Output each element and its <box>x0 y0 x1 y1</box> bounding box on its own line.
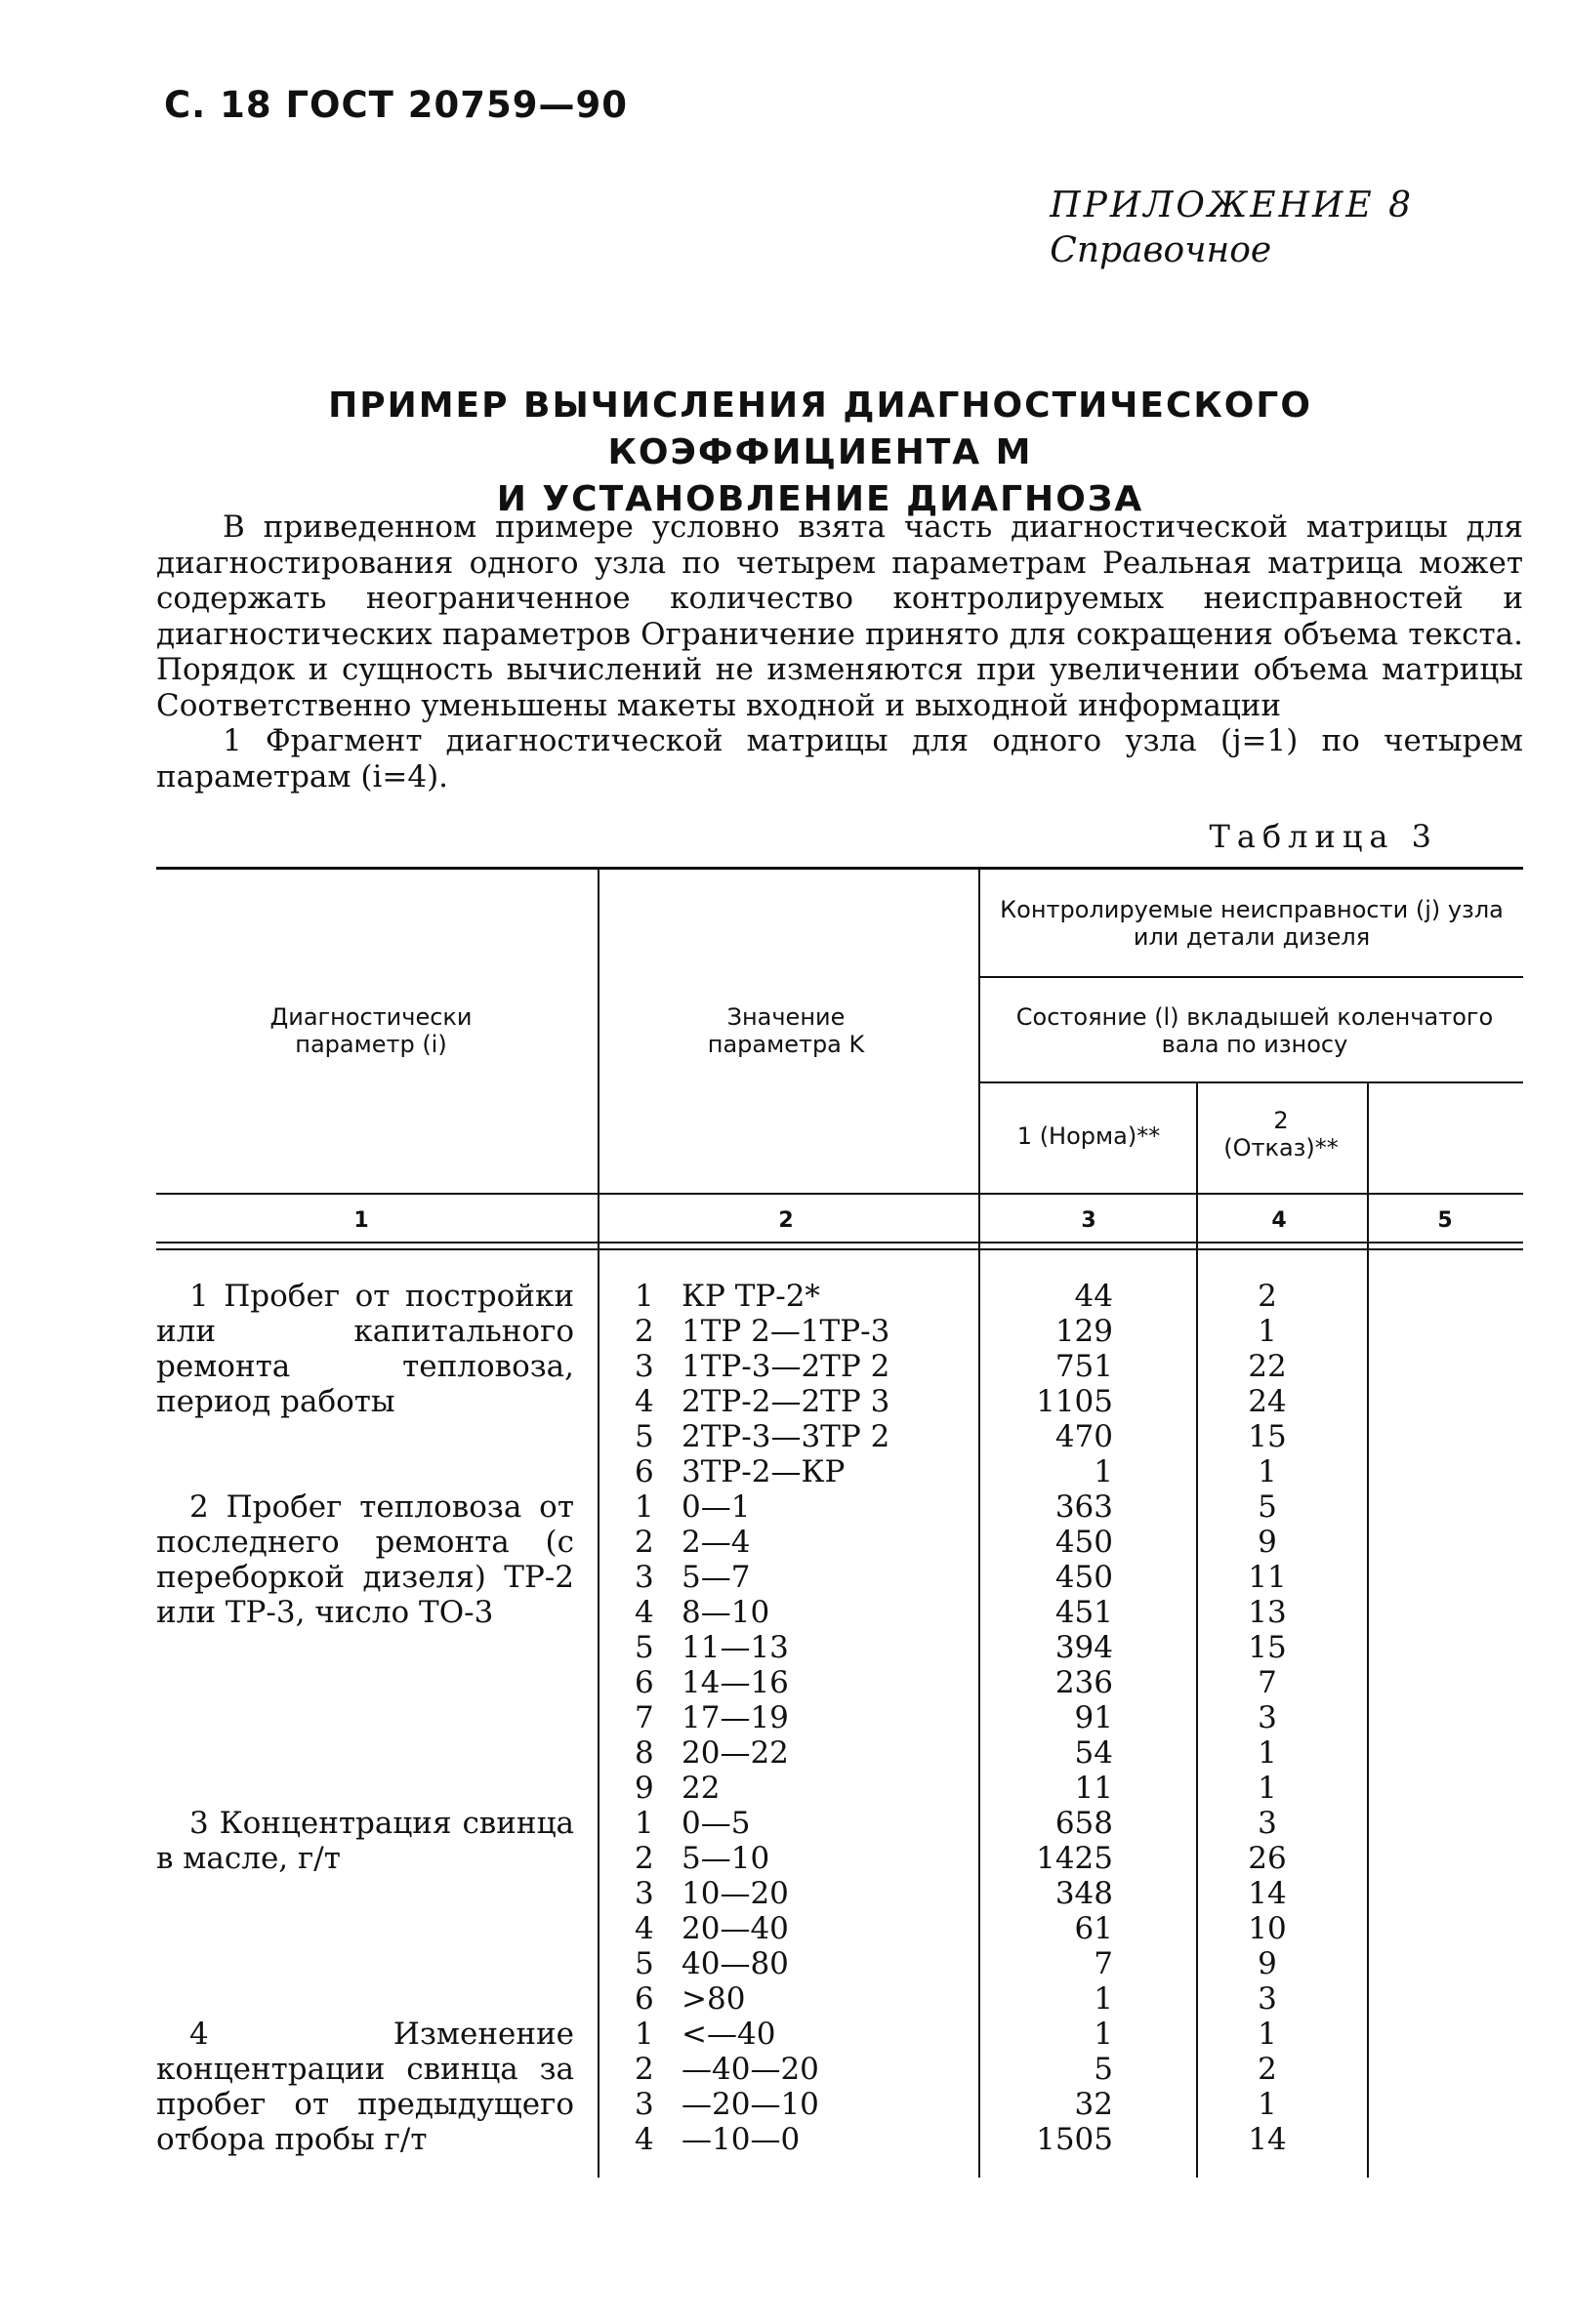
numbers-rule-1 <box>156 1242 1523 1244</box>
norm-count: 450 <box>1054 1525 1113 1560</box>
level-range: 5—7 <box>682 1560 751 1595</box>
norm-count: 1 <box>1094 1981 1113 2017</box>
level-number: 5 <box>635 1419 654 1454</box>
norm-count: 1425 <box>1036 1841 1113 1876</box>
level-range: КР ТР-2* <box>682 1279 820 1314</box>
appendix-subtitle: Справочное <box>1050 230 1272 270</box>
table-label: Таблица 3 <box>1209 818 1438 855</box>
level-range: 8—10 <box>682 1595 770 1630</box>
failure-count: 7 <box>1258 1665 1277 1700</box>
level-number: 2 <box>635 1314 654 1349</box>
norm-count: 91 <box>1074 1700 1113 1735</box>
column-number-5: 5 <box>1437 1208 1453 1233</box>
norm-count: 1 <box>1094 1454 1113 1489</box>
level-range: 0—1 <box>682 1489 751 1525</box>
level-range: 20—40 <box>682 1911 789 1946</box>
norm-count: 1505 <box>1036 2122 1113 2157</box>
level-range: 22 <box>682 1771 721 1806</box>
norm-count: 470 <box>1054 1419 1113 1454</box>
parameter-1 <box>156 1279 574 1419</box>
level-number: 3 <box>635 1349 654 1384</box>
level-number: 4 <box>635 2122 654 2157</box>
column-number-1: 1 <box>353 1208 369 1233</box>
level-range: <—40 <box>682 2017 776 2052</box>
column-divider-2 <box>978 870 980 2178</box>
level-range: 2—4 <box>682 1525 751 1560</box>
level-number: 2 <box>635 1841 654 1876</box>
failure-count: 14 <box>1248 1876 1287 1911</box>
level-number: 7 <box>635 1700 654 1735</box>
norm-count: 7 <box>1094 1946 1113 1981</box>
table-top-rule <box>156 867 1523 870</box>
norm-count: 44 <box>1074 1279 1113 1314</box>
level-number: 3 <box>635 1876 654 1911</box>
intro-text <box>156 510 1523 795</box>
intro-paragraph-1: В приведенном примере условно взята часть диагностической матрицы для диагностирования одного узла по четырем параметрам Реальная матрица может содержать неограниченное количество контролируемых неисправностей и диагностических параметров Ограничение принято для сокращения объема текста. Порядок и сущность вычислений не изменяются при увеличении объема матрицы Соответственно уменьшены макеты входной и выходной информации <box>156 510 1523 723</box>
level-range: 40—80 <box>682 1946 789 1981</box>
failure-count: 1 <box>1258 1314 1277 1349</box>
norm-count: 363 <box>1054 1489 1113 1525</box>
level-number: 6 <box>635 1454 654 1489</box>
failure-count: 9 <box>1258 1946 1277 1981</box>
level-number: 2 <box>635 1525 654 1560</box>
level-number: 3 <box>635 1560 654 1595</box>
parameter-1-text: 1 Пробег от постройки или капитального ремонта тепловоза, период работы <box>156 1279 574 1419</box>
parameter-3 <box>156 1806 574 1876</box>
failure-count: 14 <box>1248 2122 1287 2157</box>
failure-count: 15 <box>1248 1630 1287 1665</box>
failure-count: 1 <box>1258 2087 1277 2122</box>
level-number: 4 <box>635 1911 654 1946</box>
failure-count: 1 <box>1258 1454 1277 1489</box>
failure-count: 26 <box>1248 1841 1287 1876</box>
header-value: Значение параметра K <box>707 1003 865 1058</box>
norm-count: 451 <box>1054 1595 1113 1630</box>
level-number: 6 <box>635 1981 654 2017</box>
column-divider-4 <box>1367 1081 1369 2178</box>
norm-count: 450 <box>1054 1560 1113 1595</box>
level-number: 9 <box>635 1771 654 1806</box>
header-col4: 2 (Отказ)** <box>1223 1107 1339 1162</box>
level-number: 6 <box>635 1665 654 1700</box>
norm-count: 11 <box>1074 1771 1113 1806</box>
title-line-2: И УСТАНОВЛЕНИЕ ДИАГНОЗА <box>496 479 1144 519</box>
subgroup-header-rule <box>978 1081 1523 1083</box>
level-number: 3 <box>635 2087 654 2122</box>
level-range: 1ТР-3—2ТР 2 <box>682 1349 890 1384</box>
level-number: 1 <box>635 1279 654 1314</box>
level-range: 3ТР-2—КР <box>682 1454 846 1489</box>
failure-count: 15 <box>1248 1419 1287 1454</box>
failure-count: 24 <box>1248 1384 1287 1419</box>
norm-count: 1105 <box>1036 1384 1113 1419</box>
norm-count: 236 <box>1054 1665 1113 1700</box>
norm-count: 348 <box>1054 1876 1113 1911</box>
level-range: 20—22 <box>682 1735 789 1771</box>
level-number: 1 <box>635 2017 654 2052</box>
level-range: 2ТР-2—2ТР 3 <box>682 1384 890 1419</box>
failure-count: 11 <box>1248 1560 1287 1595</box>
failure-count: 1 <box>1258 1771 1277 1806</box>
header-param: Диагностически параметр (i) <box>269 1003 473 1058</box>
norm-count: 394 <box>1054 1630 1113 1665</box>
parameter-2 <box>156 1489 574 1630</box>
norm-count: 1 <box>1094 2017 1113 2052</box>
level-range: 14—16 <box>682 1665 789 1700</box>
level-range: 2ТР-3—3ТР 2 <box>682 1419 890 1454</box>
level-number: 1 <box>635 1806 654 1841</box>
failure-count: 3 <box>1258 1981 1277 2017</box>
level-range: 10—20 <box>682 1876 789 1911</box>
level-number: 5 <box>635 1946 654 1981</box>
column-number-4: 4 <box>1271 1208 1287 1233</box>
header-state: Состояние (l) вкладышей коленчатого вала по износу <box>1015 1003 1494 1058</box>
failure-count: 10 <box>1248 1911 1287 1946</box>
numbers-rule-2 <box>156 1248 1523 1250</box>
failure-count: 2 <box>1258 1279 1277 1314</box>
failure-count: 1 <box>1258 1735 1277 1771</box>
level-number: 2 <box>635 2052 654 2087</box>
failure-count: 2 <box>1258 2052 1277 2087</box>
parameter-4 <box>156 2017 574 2157</box>
norm-count: 5 <box>1094 2052 1113 2087</box>
appendix-title: ПРИЛОЖЕНИЕ 8 <box>1050 185 1414 225</box>
level-number: 4 <box>635 1384 654 1419</box>
level-range: 17—19 <box>682 1700 789 1735</box>
level-range: 11—13 <box>682 1630 789 1665</box>
failure-count: 9 <box>1258 1525 1277 1560</box>
document-title <box>146 383 1494 523</box>
column-divider-3 <box>1196 1081 1198 2178</box>
title-line-1: ПРИМЕР ВЫЧИСЛЕНИЯ ДИАГНОСТИЧЕСКОГО КОЭФФИЦИЕНТА М <box>328 386 1312 472</box>
norm-count: 751 <box>1054 1349 1113 1384</box>
page-header: С. 18 ГОСТ 20759—90 <box>164 84 628 126</box>
level-range: —10—0 <box>682 2122 801 2157</box>
parameter-3-text: 3 Концентрация свинца в масле, г/т <box>156 1806 574 1876</box>
failure-count: 5 <box>1258 1489 1277 1525</box>
failure-count: 1 <box>1258 2017 1277 2052</box>
column-number-2: 2 <box>778 1208 794 1233</box>
appendix-block <box>1050 183 1414 273</box>
norm-count: 658 <box>1054 1806 1113 1841</box>
level-range: 0—5 <box>682 1806 751 1841</box>
parameter-4-text: 4 Изменение концентрации свинца за пробег от предыдущего отбора пробы г/т <box>156 2017 574 2157</box>
level-range: —20—10 <box>682 2087 819 2122</box>
failure-count: 3 <box>1258 1700 1277 1735</box>
level-range: —40—20 <box>682 2052 819 2087</box>
norm-count: 32 <box>1074 2087 1113 2122</box>
group-header-rule <box>978 976 1523 978</box>
header-col3: 1 (Норма)** <box>1016 1122 1161 1150</box>
level-number: 4 <box>635 1595 654 1630</box>
header-faults: Контролируемые неисправности (j) узла или детали дизеля <box>1000 896 1504 951</box>
failure-count: 3 <box>1258 1806 1277 1841</box>
level-number: 5 <box>635 1630 654 1665</box>
header-bottom-rule <box>156 1193 1523 1195</box>
column-number-3: 3 <box>1081 1208 1096 1233</box>
level-number: 1 <box>635 1489 654 1525</box>
norm-count: 54 <box>1074 1735 1113 1771</box>
level-number: 8 <box>635 1735 654 1771</box>
level-range: >80 <box>682 1981 746 2017</box>
parameter-2-text: 2 Пробег тепловоза от последнего ремонта (с переборкой дизеля) ТР-2 или ТР-3, число ТО-3 <box>156 1489 574 1630</box>
column-divider-1 <box>598 870 599 2178</box>
intro-paragraph-2: 1 Фрагмент диагностической матрицы для одного узла (j=1) по четырем параметрам (i=4). <box>156 723 1523 795</box>
norm-count: 129 <box>1054 1314 1113 1349</box>
norm-count: 61 <box>1074 1911 1113 1946</box>
level-range: 5—10 <box>682 1841 770 1876</box>
failure-count: 13 <box>1248 1595 1287 1630</box>
failure-count: 22 <box>1248 1349 1287 1384</box>
level-range: 1ТР 2—1ТР-3 <box>682 1314 890 1349</box>
